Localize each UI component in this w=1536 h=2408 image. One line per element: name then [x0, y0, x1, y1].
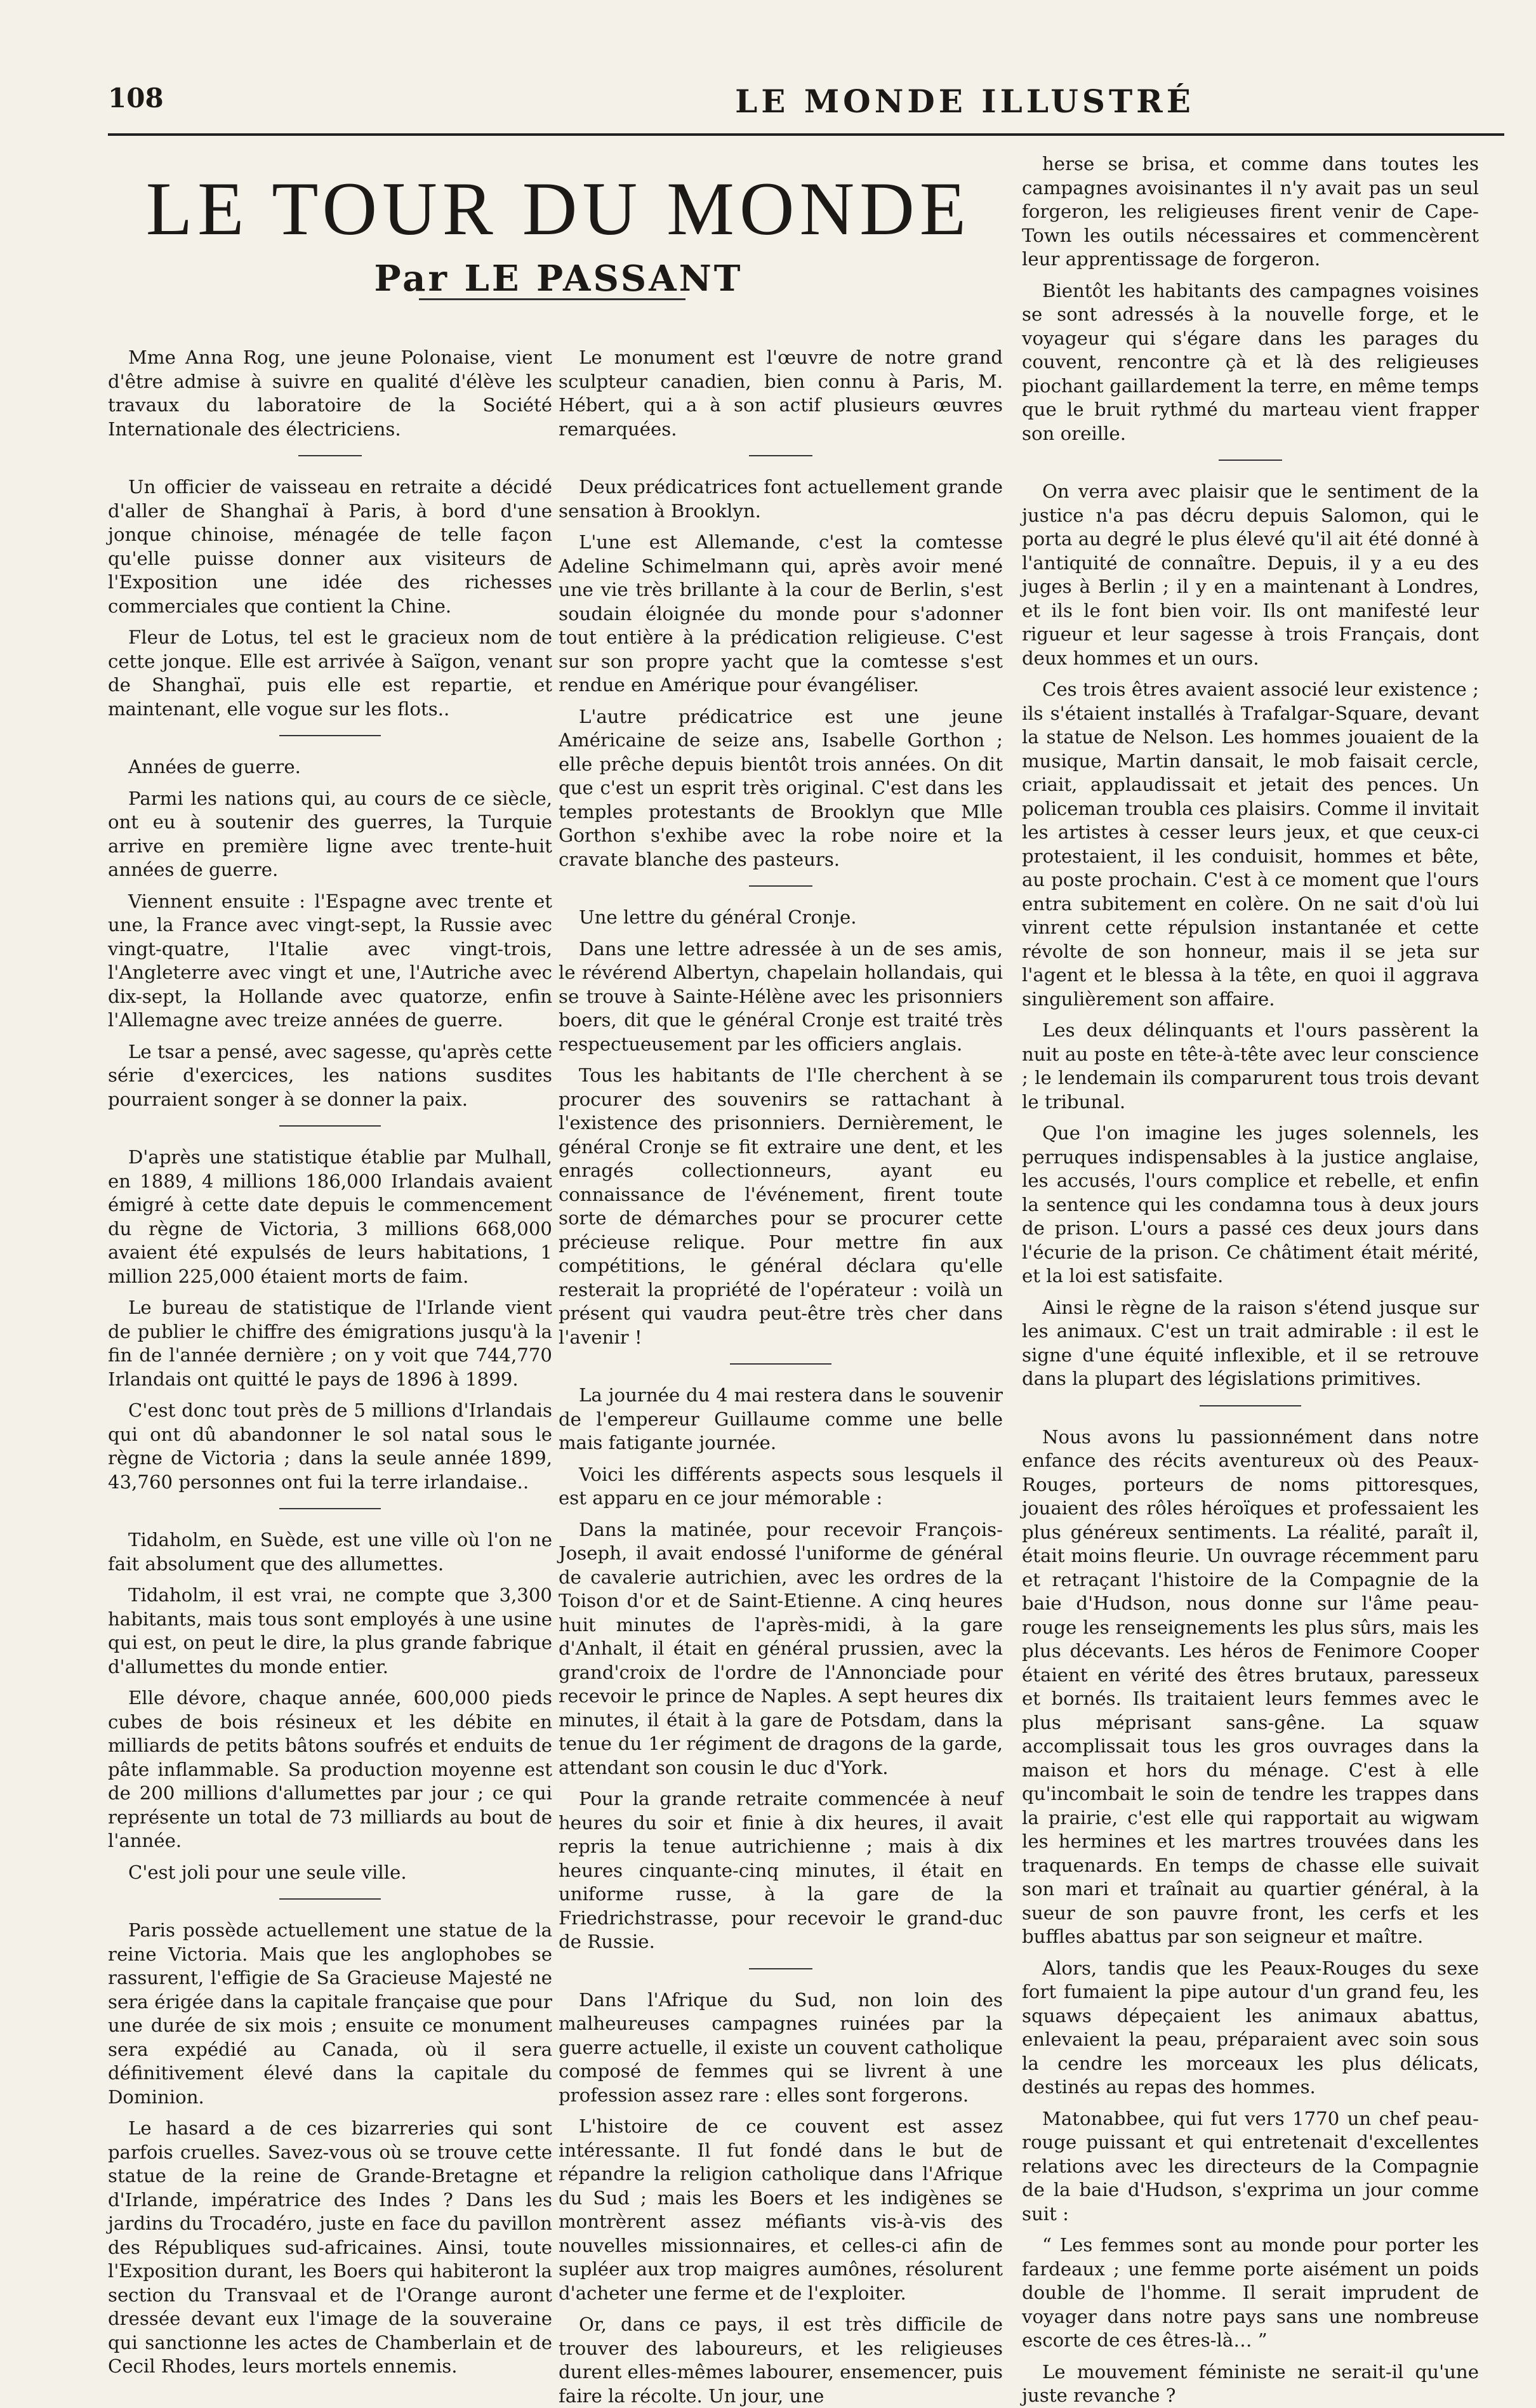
paragraph: Voici les différents aspects sous lesquels il est apparu en ce jour mémorable : — [559, 1463, 1003, 1509]
paragraph: Bientôt les habitants des campagnes voisines se sont adressés à la nouvelle forge, et le voyageur qui s'égare dans les parages du couvent, rencontre çà et là des religieuses piochant gaillardement la terre, en même temps que le bruit rythmé du marteau vient frapper son oreille. — [1022, 279, 1479, 444]
paragraph: D'après une statistique établie par Mulhall, en 1889, 4 millions 186,000 Irlandais avaient émigré à cette date depuis le commencement du règne de Victoria, 3 millions 668,000 avaient été expulsés de leurs habitations, 1 million 225,000 étaient morts de faim. — [108, 1146, 552, 1287]
separator — [298, 455, 362, 456]
paragraph: Deux prédicatrices font actuellement grande sensation à Brooklyn. — [559, 476, 1003, 522]
article-title-block — [108, 152, 1009, 343]
paragraph: L'histoire de ce couvent est assez intéressante. Il fut fondé dans le but de répandre la religion catholique dans l'Afrique du Sud ; mais les Boers et les indigènes se montrèrent assez méfiants vis-à-vis des nouvelles missionnaires, et celles-ci afin de supléer aux trop maigres aumônes, résolurent d'acheter une ferme et de l'exploiter. — [559, 2115, 1003, 2304]
paragraph: Dans une lettre adressée à un de ses amis, le révérend Albertyn, chapelain hollandais, qui se trouve à Sainte-Hélène avec les prisonniers boers, dit que le général Cronje est traité très respectueusement par les officiers anglais. — [559, 937, 1003, 1055]
paragraph: Tous les habitants de l'Ile cherchent à se procurer des souvenirs se rattachant à l'existence des prisonniers. Dernièrement, le général Cronje se fit extraire une dent, et les enragés collectionneurs, ayant eu connaissance de l'événement, firent toute sorte de démarches pour se procurer cette précieuse relique. Pour mettre fin aux compétitions, le général déclara qu'elle resterait la propriété de l'opérateur : voilà un présent qui vaudra peut-être très cher dans l'avenir ! — [559, 1064, 1003, 1348]
paragraph: Le hasard a de ces bizarreries qui sont parfois cruelles. Savez-vous où se trouve cette statue de la reine de Grande-Bretagne et d'Irlande, impératrice des Indes ? Dans les jardins du Trocadéro, juste en face du pavillon des Républiques sud-africaines. Ainsi, toute l'Exposition durant, les Boers qui habiteront la section du Transvaal et de l'Orange auront dressée devant eux l'image de la souveraine qui sanctionne les actes de Chamberlain et de Cecil Rhodes, leurs mortels ennemis. — [108, 2117, 552, 2377]
paragraph: Elle dévore, chaque année, 600,000 pieds cubes de bois résineux et les débite en milliards de petits bâtons soufrés et enduits de pâte inflammable. Sa production moyenne est de 200 millions d'allumettes par jour ; ce qui représente un total de 73 milliards au bout de l'année. — [108, 1687, 552, 1851]
paragraph: Dans la matinée, pour recevoir François-Joseph, il avait endossé l'uniforme de général de cavalerie autrichien, avec les ordres de la Toison d'or et de Saint-Etienne. A cinq heures huit minutes de l'après-midi, à la gare d'Anhalt, il était en général prussien, avec la grand'croix de l'ordre de l'Annonciade pour recevoir le prince de Naples. A sept heures dix minutes, il était à la gare de Potsdam, dans la tenue du 1er régiment de dragons de la garde, attendant son cousin le duc d'York. — [559, 1518, 1003, 1778]
paragraph: La journée du 4 mai restera dans le souvenir de l'empereur Guillaume comme une belle mais fatigante journée. — [559, 1384, 1003, 1453]
title-rule — [419, 298, 685, 300]
paragraph: C'est donc tout près de 5 millions d'Irlandais qui ont dû abandonner le sol natal sous le règne de Victoria ; dans la seule année 1899, 43,760 personnes ont fui la terre irlandaise.. — [108, 1399, 552, 1493]
paragraph: Dans l'Afrique du Sud, non loin des malheureuses campagnes ruinées par la guerre actuelle, il existe un couvent catholique composé de femmes qui se livrent à une profession assez rare : elles sont forgerons. — [559, 1988, 1003, 2106]
paragraph: Un officier de vaisseau en retraite a décidé d'aller de Shanghaï à Paris, à bord d'une jonque chinoise, ménagée de telle façon qu'elle puisse donner aux visiteurs de l'Exposition une idée des richesses commerciales que contient la Chine. — [108, 476, 552, 617]
paragraph: Pour la grande retraite commencée à neuf heures du soir et finie à dix heures, il avait repris la tenue autrichienne ; mais à dix heures cinquante-cinq minutes, il était en uniforme russe, à la gare de la Friedrichstrasse, pour recevoir le grand-duc de Russie. — [559, 1788, 1003, 1952]
separator — [1219, 460, 1282, 461]
separator — [279, 1898, 381, 1900]
paragraph: Or, dans ce pays, il est très difficile de trouver des laboureurs, et les religieuses durent elles-mêmes labourer, ensemencer, puis faire la récolte. Un jour, une — [559, 2313, 1003, 2407]
paragraph: L'autre prédicatrice est une jeune Américaine de seize ans, Isabelle Gorthon ; elle prêche depuis bientôt trois années. On dit que c'est un esprit très original. C'est dans les temples protestants de Brooklyn que Mlle Gorthon s'exhibe avec la robe noire et la cravate blanche des pasteurs. — [559, 705, 1003, 870]
column-2 — [559, 346, 1003, 2407]
separator — [730, 1363, 831, 1365]
paragraph: Mme Anna Rog, une jeune Polonaise, vient d'être admise à suivre en qualité d'élève les travaux du laboratoire de la Société Internationale des électriciens. — [108, 347, 552, 440]
paragraph: On verra avec plaisir que le sentiment de la justice n'a pas décru depuis Salomon, qui le porta au degré le plus élevé qu'il ait été donné à l'antiquité de connaître. Depuis, il y a eu des juges à Berlin ; il y en a maintenant à Londres, et ils le font bien voir. Ils ont manifesté leur rigueur et leur sagesse à trois Français, dont deux hommes et un ours. — [1022, 480, 1479, 669]
paragraph: Le mouvement féministe ne serait-il qu'une juste revanche ? — [1022, 2360, 1479, 2406]
separator — [279, 735, 381, 736]
paragraph: Nous avons lu passionnément dans notre enfance des récits aventureux où des Peaux-Rouges, porteurs de noms pittoresques, jouaient des rôles héroïques et professaient les plus généreux sentiments. La réalité, paraît il, était moins fleurie. Un ouvrage récemment paru et retraçant l'histoire de la Compagnie de la baie d'Hudson, nous donne sur l'âme peau-rouge les renseignements les plus sûrs, mais les plus décevants. Les héros de Fenimore Cooper étaient en vérité des êtres brutaux, paresseux et bornés. Ils traitaient leurs femmes avec le plus méprisant sans-gêne. La squaw accomplissait tous les gros ouvrages dans la maison et hors du ménage. C'est à elle qu'incombait le soin de tendre les trappes dans la prairie, c'est elle qui rapportait au wigwam les hermines et les martres trouvées dans les traquenards. En temps de chasse elle suivait son mari et traînait au quartier général, à la sueur de son pauvre front, les cerfs et les buffles abattus par son seigneur et maître. — [1022, 1426, 1479, 1947]
separator — [279, 1508, 381, 1509]
paragraph: Le bureau de statistique de l'Irlande vient de publier le chiffre des émigrations jusqu'à la fin de l'année dernière ; on y voit que 744,770 Irlandais ont quitté le pays de 1896 à 1899. — [108, 1297, 552, 1390]
paragraph: Parmi les nations qui, au cours de ce siècle, ont eu à soutenir des guerres, la Turquie arrive en première ligne avec trente-huit années de guerre. — [108, 787, 552, 880]
paragraph: Paris possède actuellement une statue de la reine Victoria. Mais que les anglophobes se rassurent, l'effigie de Sa Gracieuse Majesté ne sera érigée dans la capitale française que pour une durée de six mois ; ensuite ce monument sera expédié au Canada, où il sera définitivement élevé dans la capitale du Dominion. — [108, 1919, 552, 2108]
paragraph: Années de guerre. — [128, 756, 301, 777]
paragraph: Une lettre du général Cronje. — [579, 906, 857, 928]
paragraph: Le monument est l'œuvre de notre grand sculpteur canadien, bien connu à Paris, M. Hébert, qui a à son actif plusieurs œuvres remarquées. — [559, 347, 1003, 440]
journal-title: LE MONDE ILLUSTRÉ — [735, 83, 1195, 120]
article-title: LE TOUR DU MONDE — [145, 166, 972, 251]
paragraph: Ainsi le règne de la raison s'étend jusque sur les animaux. C'est un trait admirable : il est le signe d'une équité inflexible, et il se retrouve dans la plupart des législations primitives. — [1022, 1296, 1479, 1389]
paragraph: Ces trois êtres avaient associé leur existence ; ils s'étaient installés à Trafalgar-Square, devant la statue de Nelson. Les hommes jouaient de la musique, Martin dansait, le mob faisait cercle, criait, applaudissait et jetait des pences. Un policeman troubla ces plaisirs. Comme il invitait les artistes à cesser leurs jeux, et que ceux-ci protestaient, il les conduisit, hommes et bête, au poste prochain. C'est à ce moment que l'ours entra subitement en colère. On ne sait d'où lui vinrent cette répulsion instantanée et cette révolte de son honneur, mais il se jeta sur l'agent et le blessa à la tête, en quoi il aggrava singulièrement son affaire. — [1022, 678, 1479, 1010]
column-3 — [1022, 152, 1479, 2406]
paragraph: Fleur de Lotus, tel est le gracieux nom de cette jonque. Elle est arrivée à Saïgon, venant de Shanghaï, puis elle est repartie, et maintenant, elle vogue sur les flots.. — [108, 626, 552, 720]
paragraph: “ Les femmes sont au monde pour porter les fardeaux ; une femme porte aisément un poids double de l'homme. Il serait imprudent de voyager dans notre pays sans une nombreuse escorte de ces êtres-là… ” — [1022, 2234, 1479, 2351]
paragraph: Le tsar a pensé, avec sagesse, qu'après cette série d'exercices, les nations susdites pourraient songer à se donner la paix. — [108, 1040, 552, 1110]
paragraph: herse se brisa, et comme dans toutes les campagnes avoisinantes il n'y avait pas un seul forgeron, les religieuses firent venir de Cape-Town les outils nécessaires et commencèrent leur apprentissage de forgeron. — [1022, 153, 1479, 270]
paragraph: Tidaholm, en Suède, est une ville où l'on ne fait absolument que des allumettes. — [108, 1529, 552, 1575]
paragraph: Alors, tandis que les Peaux-Rouges du sexe fort fumaient la pipe autour d'un grand feu, les squaws dépeçaient les animaux abattus, enlevaient la peau, préparaient avec soin sous la cendre les morceaux les plus délicats, destinés au repas des hommes. — [1022, 1957, 1479, 2098]
separator — [279, 1125, 381, 1127]
separator — [1200, 1405, 1301, 1406]
page-header — [108, 83, 1504, 136]
paragraph: Les deux délinquants et l'ours passèrent la nuit au poste en tête-à-tête avec leur conscience ; le lendemain ils comparurent tous trois devant le tribunal. — [1022, 1019, 1479, 1113]
paragraph: Viennent ensuite : l'Espagne avec trente et une, la France avec vingt-sept, la Russie avec vingt-quatre, l'Italie avec vingt-trois, l'Angleterre avec vingt et une, l'Autriche avec dix-sept, la Hollande avec quatorze, enfin l'Allemagne avec treize années de guerre. — [108, 890, 552, 1031]
paragraph: Matonabbee, qui fut vers 1770 un chef peau-rouge puissant et qui entretenait d'excellentes relations avec les directeurs de la Compagnie de la baie d'Hudson, s'exprima un jour comme suit : — [1022, 2107, 1479, 2225]
paragraph: C'est joli pour une seule ville. — [128, 1861, 407, 1883]
separator — [749, 885, 812, 887]
paragraph: Que l'on imagine les juges solennels, les perruques indispensables à la justice anglaise, les accusés, l'ours complice et rebelle, et enfin la sentence qui les condamna tous à deux jours de prison. L'ours a passé ces deux jours dans l'écurie de la prison. Ce châtiment était mérité, et la loi est satisfaite. — [1022, 1122, 1479, 1287]
column-1 — [108, 346, 552, 2377]
paragraph: L'une est Allemande, c'est la comtesse Adeline Schimelmann qui, après avoir mené une vie très brillante à la cour de Berlin, s'est soudain éloignée du monde pour s'adonner tout entière à la prédication religieuse. C'est sur son propre yacht que la comtesse s'est rendue en Amérique pour évangéliser. — [559, 531, 1003, 696]
paragraph: Tidaholm, il est vrai, ne compte que 3,300 habitants, mais tous sont employés à une usine qui est, on peut le dire, la plus grande fabrique d'allumettes du monde entier. — [108, 1584, 552, 1677]
page-number: 108 — [108, 83, 164, 114]
separator — [749, 1968, 812, 1969]
separator — [749, 455, 812, 456]
article-byline: Par LE PASSANT — [374, 258, 743, 300]
